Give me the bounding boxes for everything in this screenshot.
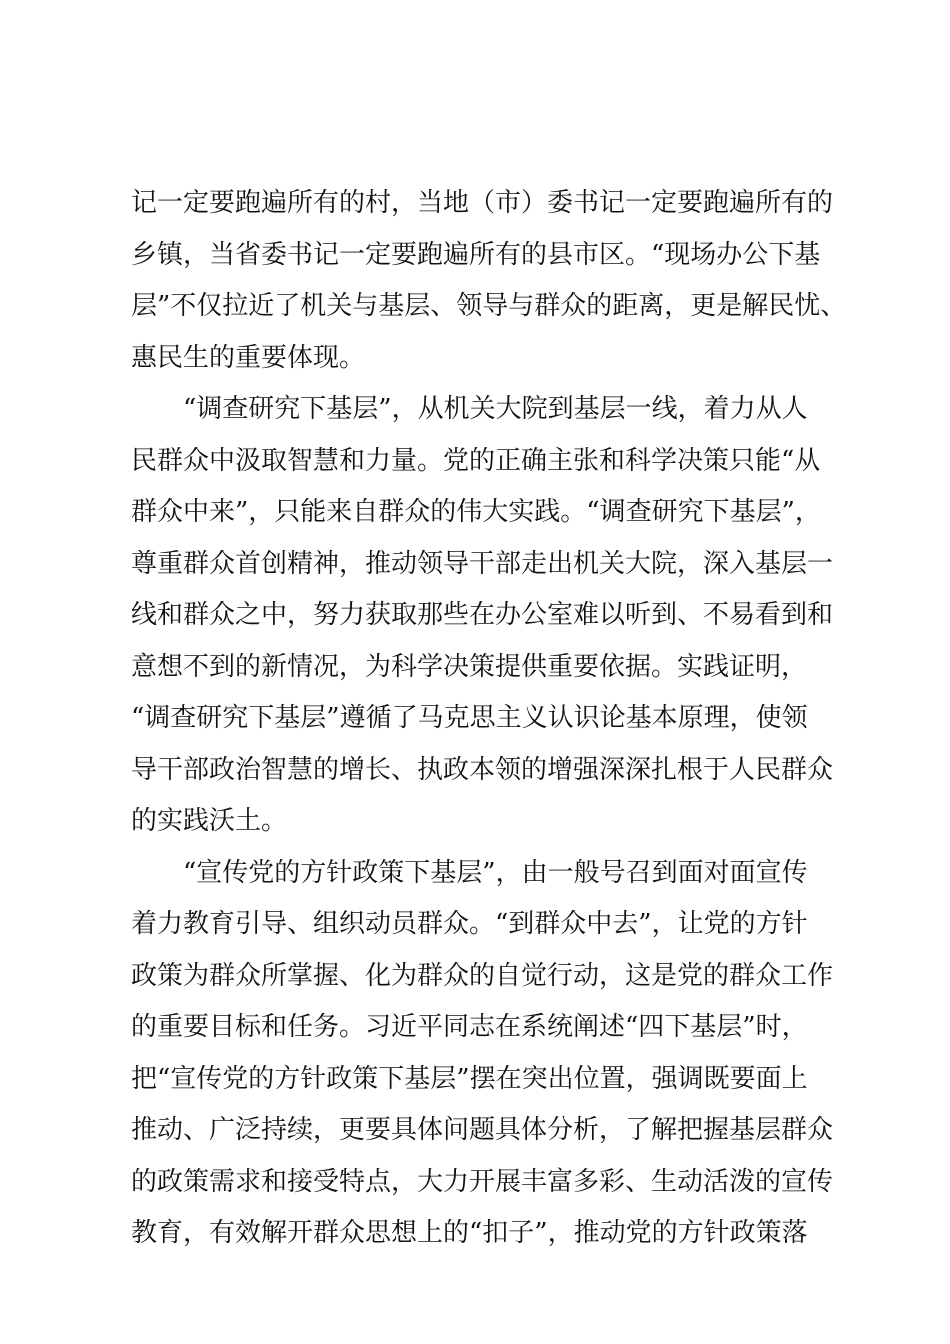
text-line: 线和群众之中，努力获取那些在办公室难以听到、不易看到和 [131, 600, 834, 630]
text-line: 导干部政治智慧的增长、执政本领的增强深深扎根于人民群众 [131, 754, 834, 785]
text-line: 的政策需求和接受特点，大力开展丰富多彩、生动活泼的宣传 [131, 1166, 834, 1197]
text-line: 惠民生的重要体现。 [131, 342, 366, 373]
text-line: 教育，有效解开群众思想上的“扣子”，推动党的方针政策落 [131, 1218, 808, 1248]
text-line: “调查研究下基层”遵循了马克思主义认识论基本原理，使领 [131, 703, 808, 733]
text-line: 把“宣传党的方针政策下基层”摆在突出位置，强调既要面上 [131, 1063, 808, 1094]
text-line: 的重要目标和任务。习近平同志在系统阐述“四下基层”时， [131, 1012, 808, 1042]
text-line: 乡镇，当省委书记一定要跑遍所有的县市区。“现场办公下基 [131, 239, 821, 270]
text-line: 尊重群众首创精神，推动领导干部走出机关大院，深入基层一 [131, 548, 834, 579]
text-line: 民群众中汲取智慧和力量。党的正确主张和科学决策只能“从 [131, 445, 821, 476]
text-line: 政策为群众所掌握、化为群众的自觉行动，这是党的群众工作 [131, 960, 834, 991]
text-line: 意想不到的新情况，为科学决策提供重要依据。实践证明， [131, 651, 808, 682]
text-line: 群众中来”，只能来自群众的伟大实践。“调查研究下基层”， [131, 497, 821, 527]
paragraph-first-line: “宣传党的方针政策下基层”，由一般号召到面对面宣传 [183, 857, 808, 888]
text-line: 层”不仅拉近了机关与基层、领导与群众的距离，更是解民忧、 [131, 291, 847, 321]
text-line: 记一定要跑遍所有的村，当地（市）委书记一定要跑遍所有的 [131, 188, 834, 218]
text-line: 的实践沃土。 [131, 806, 288, 836]
paragraph-first-line: “调查研究下基层”，从机关大院到基层一线，着力从人 [183, 394, 808, 424]
text-line: 着力教育引导、组织动员群众。“到群众中去”，让党的方针 [131, 909, 808, 939]
text-line: 推动、广泛持续，更要具体问题具体分析，了解把握基层群众 [131, 1115, 834, 1145]
body-text [131, 178, 847, 1260]
